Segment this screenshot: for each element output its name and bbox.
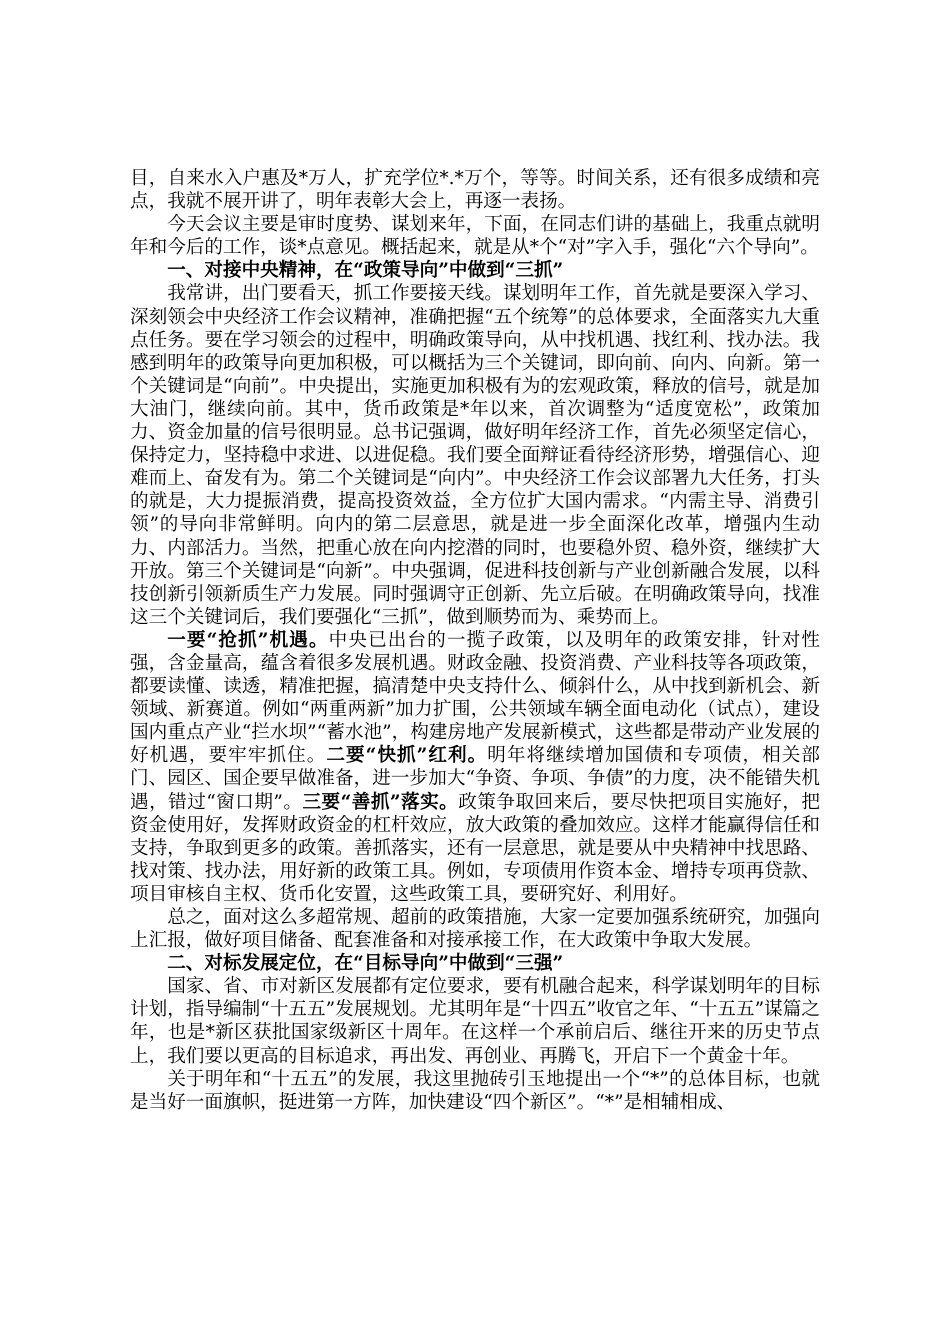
point-lead-1: 一要“抢抓”机遇。 xyxy=(167,629,329,651)
paragraph-intro: 今天会议主要是审时度势、谋划来年，下面，在同志们讲的基础上，我重点就明年和今后的工作，谈*点意见。概括起来，就是从*个“对”字入手，强化“六个导向”。 xyxy=(130,214,820,259)
paragraph-overall-goal: 关于明年和“十五五”的发展，我这里抛砖引玉地提出一个“*”的总体目标，也就是当好一面旗帜，挺进第一方阵，加快建设“四个新区”。“*”是相辅相成、 xyxy=(130,1068,820,1113)
paragraph-summary: 总之，面对这么多超常规、超前的政策措施，大家一定要加强系统研究，加强向上汇报，做好项目储备、配套准备和对接承接工作，在大政策中争取大发展。 xyxy=(130,907,820,952)
section-heading-1: 一、对接中央精神，在“政策导向”中做到“三抓” xyxy=(167,260,564,282)
paragraph-continued: 目，自来水入户惠及*万人，扩充学位*.*万个，等等。时间关系，还有很多成绩和亮点，我就不展开讲了，明年表彰大会上，再逐一表扬。 xyxy=(130,168,820,213)
document-page xyxy=(130,167,820,1114)
point-text-1: 中央已出台的一揽子政策，以及明年的政策安排，针对性强，含金量高，蕴含着很多发展机遇。财政金融、投资消费、产业科技等各项政策，都要读懂、读透，精准把握，搞清楚中央支持什么、倾斜什么，从中找到新机会、新领域、新赛道。例如“两重两新”加力扩围，公共领域车辆全面电动化（试点），建设国内重点产业“拦水坝”“蓄水池”，构建房地产发展新模式，这些都是带动产业发展的好机遇，要牢牢抓住。 xyxy=(130,629,820,767)
point-text-3: 政策争取回来后，要尽快把项目实施好，把资金使用好，发挥财政资金的杠杆效应，放大政策的叠加效应。这样才能赢得信任和支持，争取到更多的政策。善抓落实，还有一层意思，就是要从中央精神中找思路、找对策、找办法，用好新的政策工具。例如，专项债用作资本金、增持专项再贷款、项目审核自主权、货币化安置，这些政策工具，要研究好、利用好。 xyxy=(130,791,820,905)
point-lead-3: 三要“善抓”落实。 xyxy=(302,791,459,813)
paragraph-three-grasps xyxy=(130,629,820,906)
section-heading-2: 二、对标发展定位，在“目标导向”中做到“三强” xyxy=(167,953,564,975)
point-text-2: 明年将继续增加国债和专项债，相关部门、园区、国企要早做准备，进一步加大“争资、争项、争债”的力度，决不能错失机遇，错过“窗口期”。 xyxy=(130,745,820,813)
point-lead-2: 二要“快抓”红利。 xyxy=(326,745,488,767)
paragraph-positioning: 国家、省、市对新区发展都有定位要求，要有机融合起来，科学谋划明年的目标计划，指导编制“十五五”发展规划。尤其明年是“十四五”收官之年、“十五五”谋篇之年，也是*新区获批国家级新区十周年。在这样一个承前启后、继往开来的历史节点上，我们要以更高的目标追求，再出发、再创业、再腾飞，开启下一个黄金十年。 xyxy=(130,976,820,1067)
paragraph-policy-direction: 我常讲，出门要看天，抓工作要接天线。谋划明年工作，首先就是要深入学习、深刻领会中央经济工作会议精神，准确把握“五个统筹”的总体要求，全面落实九大重点任务。要在学习领会的过程中，明确政策导向，从中找机遇、找红利、找办法。我感到明年的政策导向更加积极，可以概括为三个关键词，即向前、向内、向新。第一个关键词是“向前”。中央提出，实施更加积极有为的宏观政策，释放的信号，就是加大油门，继续向前。其中，货币政策是*年以来，首次调整为“适度宽松”，政策加力、资金加量的信号很明显。总书记强调，做好明年经济工作，首先必须坚定信心，保持定力，坚持稳中求进、以进促稳。我们要全面辩证看待经济形势，增强信心、迎难而上、奋发有为。第二个关键词是“向内”。中央经济工作会议部署九大任务，打头的就是，大力提振消费，提高投资效益，全方位扩大国内需求。“内需主导、消费引领”的导向非常鲜明。向内的第二层意思，就是进一步全面深化改革，增强内生动力、内部活力。当然，把重心放在向内挖潜的同时，也要稳外贸、稳外资，继续扩大开放。第三个关键词是“向新”。中央强调，促进科技创新与产业创新融合发展，以科技创新引领新质生产力发展。同时强调守正创新、先立后破。在明确政策导向，找准这三个关键词后，我们要强化“三抓”，做到顺势而为、乘势而上。 xyxy=(130,283,820,628)
